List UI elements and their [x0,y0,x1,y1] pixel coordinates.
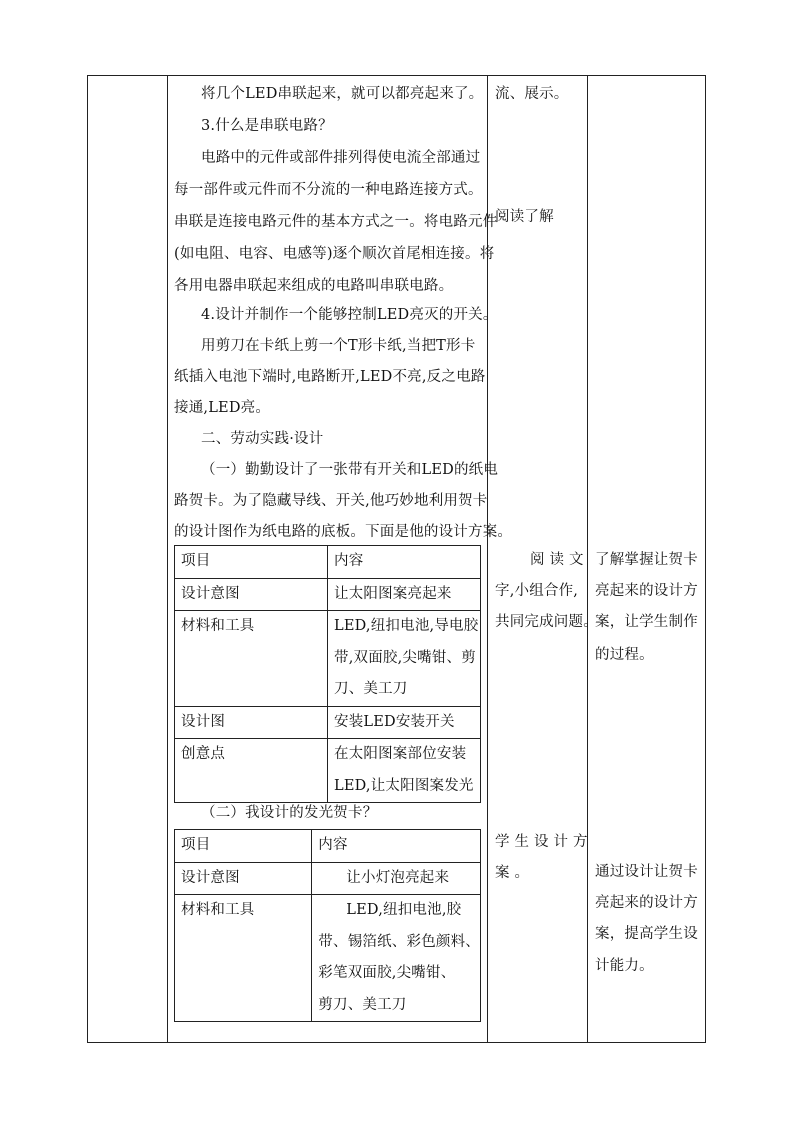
table-row [175,546,481,579]
activity-text: 阅读了解 [495,209,554,225]
activity-text: 字,小组合作, [495,583,579,599]
subheading-my-card: （二）我设计的发光贺卡？ [201,805,378,821]
cell-line: 带、锡箔纸、彩色颜料、 [318,933,480,950]
design-table-2 [174,829,481,1022]
table-cell-item: 设计意图 [175,862,312,895]
question-4: 4.设计并制作一个能够控制LED亮灭的开关。 [201,307,498,323]
intent-text: 计能力。 [595,958,654,974]
column-divider [167,75,168,1043]
intent-text: 案，提高学生设 [595,926,698,942]
switch-line: 纸插入电池下端时,电路断开,LED不亮,反之电路 [174,369,486,385]
table-cell-content [328,611,481,707]
definition-line: 每一部件或元件而不分流的一种电路连接方式。 [174,182,483,198]
column-divider [587,75,588,1043]
table-cell-item: 材料和工具 [175,611,328,707]
intro-line: 路贺卡。为了隐藏导线、开关,他巧妙地利用贺卡 [174,493,488,509]
intent-text: 亮起来的设计方 [595,895,698,911]
section-heading: 二、劳动实践·设计 [201,431,324,447]
table-row [175,830,481,863]
intro-line: （一）勤勤设计了一张带有开关和LED的纸电 [201,462,499,478]
activity-text: 案 。 [495,865,530,881]
table-header-cell: 内容 [312,830,481,863]
cell-line: 刀、美工刀 [334,681,408,697]
cell-line: 剪刀、美工刀 [318,996,407,1013]
intent-text: 了解掌握让贺卡 [595,552,698,568]
activity-text: 流、展示。 [495,86,569,102]
cell-line: 带,双面胶,尖嘴钳、剪 [334,649,476,666]
cell-line: 让太阳图案亮起来 [334,585,452,602]
definition-line: 电路中的元件或部件排列得使电流全部通过 [201,150,481,166]
switch-line: 接通,LED亮。 [174,400,271,416]
switch-line: 用剪刀在卡纸上剪一个T形卡纸,当把T形卡 [201,338,476,354]
cell-line: LED,纽扣电池,导电胶 [334,618,479,634]
table-cell-item: 创意点 [175,739,328,803]
activity-text: 学 生 设 计 方 [495,834,588,850]
activity-text: 阅 读 文 [530,552,584,568]
table-cell-content [328,706,481,739]
table-cell-item: 材料和工具 [175,895,312,1022]
table-cell-content [328,578,481,611]
definition-line: (如电阻、电容、电感等)逐个顺次首尾相连接。将 [174,246,495,262]
table-header-cell: 项目 [175,830,312,863]
table-row [175,578,481,611]
table-cell-item: 设计图 [175,706,328,739]
question-3: 3.什么是串联电路？ [201,118,333,134]
cell-line: LED,纽扣电池,胶 [346,902,462,918]
table-row [175,739,481,803]
table-row [175,895,481,1022]
table-row [175,706,481,739]
paragraph-led-series: 将几个LED串联起来，就可以都亮起来了。 [201,86,484,102]
intent-text: 通过设计让贺卡 [595,864,698,880]
table-cell-content [312,862,481,895]
cell-line: 彩笔双面胶,尖嘴钳、 [318,965,456,981]
table-cell-item: 设计意图 [175,578,328,611]
intent-text: 亮起来的设计方 [595,583,698,599]
table-cell-content [328,739,481,803]
design-table-1 [174,545,481,803]
table-header-cell: 内容 [328,546,481,579]
table-cell-content [312,895,481,1022]
table-row [175,611,481,707]
cell-line: LED,让太阳图案发光 [334,777,474,794]
activity-text: 共同完成问题。 [495,614,598,630]
definition-line: 串联是连接电路元件的基本方式之一。将电路元件 [174,214,498,230]
intent-text: 案，让学生制作 [595,614,698,630]
intent-text: 的过程。 [595,647,654,663]
table-header-cell: 项目 [175,546,328,579]
cell-line: 在太阳图案部位安装 [334,746,467,762]
definition-line: 各用电器串联起来组成的电路叫串联电路。 [174,278,454,294]
table-row [175,862,481,895]
cell-line: 安装LED安装开关 [334,713,455,730]
cell-line: 让小灯泡亮起来 [346,869,450,886]
intro-line: 的设计图作为纸电路的底板。下面是他的设计方案。 [174,524,513,540]
